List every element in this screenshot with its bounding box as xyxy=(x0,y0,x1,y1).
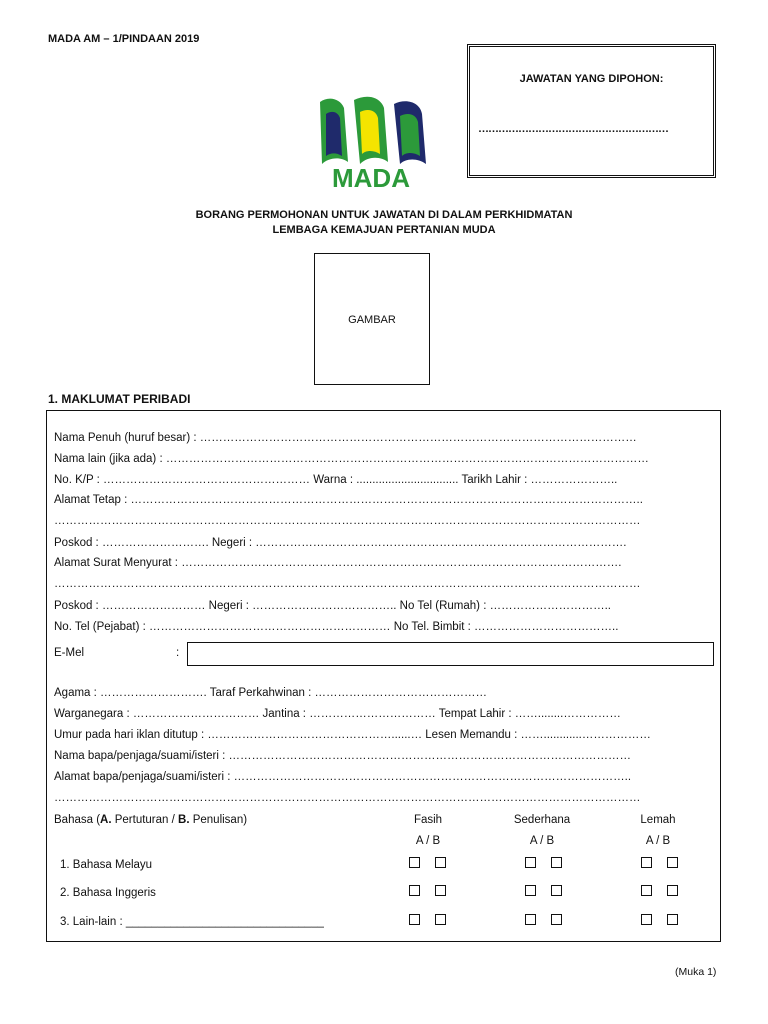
field-mailing-address-line-2[interactable]: ……………………………………………………………………………………………………………………………………… xyxy=(54,578,641,590)
logo-text: MADA xyxy=(332,163,410,192)
checkbox-lain-lemah-a[interactable] xyxy=(641,914,652,925)
email-input[interactable] xyxy=(187,642,714,666)
field-guardian-address-line-2[interactable]: ……………………………………………………………………………………………………………………………………… xyxy=(54,792,641,804)
language-label: Bahasa (A. Pertuturan / B. Penulisan) xyxy=(54,814,248,826)
field-citizenship-gender-birthplace[interactable]: Warganegara : …………………………… Jantina : …………………………… Tempat Lahir : ……........…………… xyxy=(54,708,621,720)
mada-logo xyxy=(310,92,432,192)
field-office-mobile-phone[interactable]: No. Tel (Pejabat) : ……………………………………………………… No Tel. Bimbit : ……………………………….. xyxy=(54,621,619,633)
level-fluent-header: Fasih xyxy=(413,814,443,826)
photo-box[interactable] xyxy=(314,253,430,385)
checkbox-inggeris-sederhana-a[interactable] xyxy=(525,885,536,896)
field-religion-marital[interactable]: Agama : ………………………. Taraf Perkahwinan : ……………………………………… xyxy=(54,687,488,699)
field-postcode-state-home-phone[interactable]: Poskod : ……………………… Negeri : ……………………………….. No Tel (Rumah) : ………………………….. xyxy=(54,600,611,612)
post-applied-box xyxy=(467,44,716,178)
ab-header-fluent: A / B xyxy=(415,835,441,847)
logo-leaf-mid-inner xyxy=(360,110,380,154)
field-age-licence[interactable]: Umur pada hari iklan ditutup : …………………………………………......… Lesen Memandu : ……............……………… xyxy=(54,729,651,741)
field-mailing-address[interactable]: Alamat Surat Menyurat : ……………………………………………………………………………………………………. xyxy=(54,557,622,569)
checkbox-lain-sederhana-a[interactable] xyxy=(525,914,536,925)
language-row-label: 1. Bahasa Melayu xyxy=(60,859,153,871)
ab-header-weak: A / B xyxy=(645,835,671,847)
checkbox-lain-fasih-a[interactable] xyxy=(409,914,420,925)
email-colon: : xyxy=(176,647,180,659)
field-full-name[interactable]: Nama Penuh (huruf besar) : …………………………………………………………………………………………………… xyxy=(54,432,637,444)
post-applied-title: JAWATAN YANG DIPOHON: xyxy=(519,73,664,85)
level-moderate-header: Sederhana xyxy=(513,814,571,826)
email-label: E-Mel xyxy=(54,647,85,659)
checkbox-melayu-sederhana-a[interactable] xyxy=(525,857,536,868)
checkbox-inggeris-sederhana-b[interactable] xyxy=(551,885,562,896)
checkbox-lain-sederhana-b[interactable] xyxy=(551,914,562,925)
field-other-name[interactable]: Nama lain (jika ada) : ……………………………………………………………………………………………………………… xyxy=(54,453,649,465)
checkbox-inggeris-lemah-b[interactable] xyxy=(667,885,678,896)
checkbox-inggeris-fasih-b[interactable] xyxy=(435,885,446,896)
logo-leaf-left-inner xyxy=(326,112,342,156)
section-personal-info-title: 1. MAKLUMAT PERIBADI xyxy=(48,392,191,406)
ab-header-moderate: A / B xyxy=(529,835,555,847)
logo-leaf-right-inner xyxy=(400,114,420,156)
form-title-line-1: BORANG PERMOHONAN UNTUK JAWATAN DI DALAM PERKHIDMATAN xyxy=(195,209,573,221)
field-ic-colour-dob[interactable]: No. K/P : ……………………………………………… Warna : ................................ Tarikh Lahir : ………………….. xyxy=(54,474,618,486)
language-row-label[interactable]: 3. Lain-lain : _______________________________ xyxy=(60,916,325,928)
checkbox-melayu-lemah-b[interactable] xyxy=(667,857,678,868)
field-permanent-address[interactable]: Alamat Tetap : …………………………………………………………………………………………………………………….. xyxy=(54,494,643,506)
checkbox-inggeris-fasih-a[interactable] xyxy=(409,885,420,896)
checkbox-melayu-sederhana-b[interactable] xyxy=(551,857,562,868)
language-row-label: 2. Bahasa Inggeris xyxy=(60,887,156,899)
field-guardian-name[interactable]: Nama bapa/penjaga/suami/isteri : …………………………………………………………………………………………… xyxy=(54,750,632,762)
form-title-line-2: LEMBAGA KEMAJUAN PERTANIAN MUDA xyxy=(272,224,496,236)
field-guardian-address[interactable]: Alamat bapa/penjaga/suami/isteri : ………………………………………………………………………………………….. xyxy=(54,771,632,783)
checkbox-inggeris-lemah-a[interactable] xyxy=(641,885,652,896)
form-code: MADA AM – 1/PINDAAN 2019 xyxy=(48,33,200,45)
checkbox-lain-lemah-b[interactable] xyxy=(667,914,678,925)
page-number: (Muka 1) xyxy=(675,966,717,978)
field-permanent-address-line-2[interactable]: ……………………………………………………………………………………………………………………………………… xyxy=(54,515,641,527)
post-applied-field[interactable]: ………………………………………………… xyxy=(478,123,668,135)
checkbox-melayu-fasih-b[interactable] xyxy=(435,857,446,868)
level-weak-header: Lemah xyxy=(640,814,676,826)
field-postcode-state[interactable]: Poskod : ………………………. Negeri : ……………………………………………………………………………………. xyxy=(54,537,627,549)
checkbox-melayu-lemah-a[interactable] xyxy=(641,857,652,868)
checkbox-lain-fasih-b[interactable] xyxy=(435,914,446,925)
photo-label: GAMBAR xyxy=(348,314,396,326)
checkbox-melayu-fasih-a[interactable] xyxy=(409,857,420,868)
